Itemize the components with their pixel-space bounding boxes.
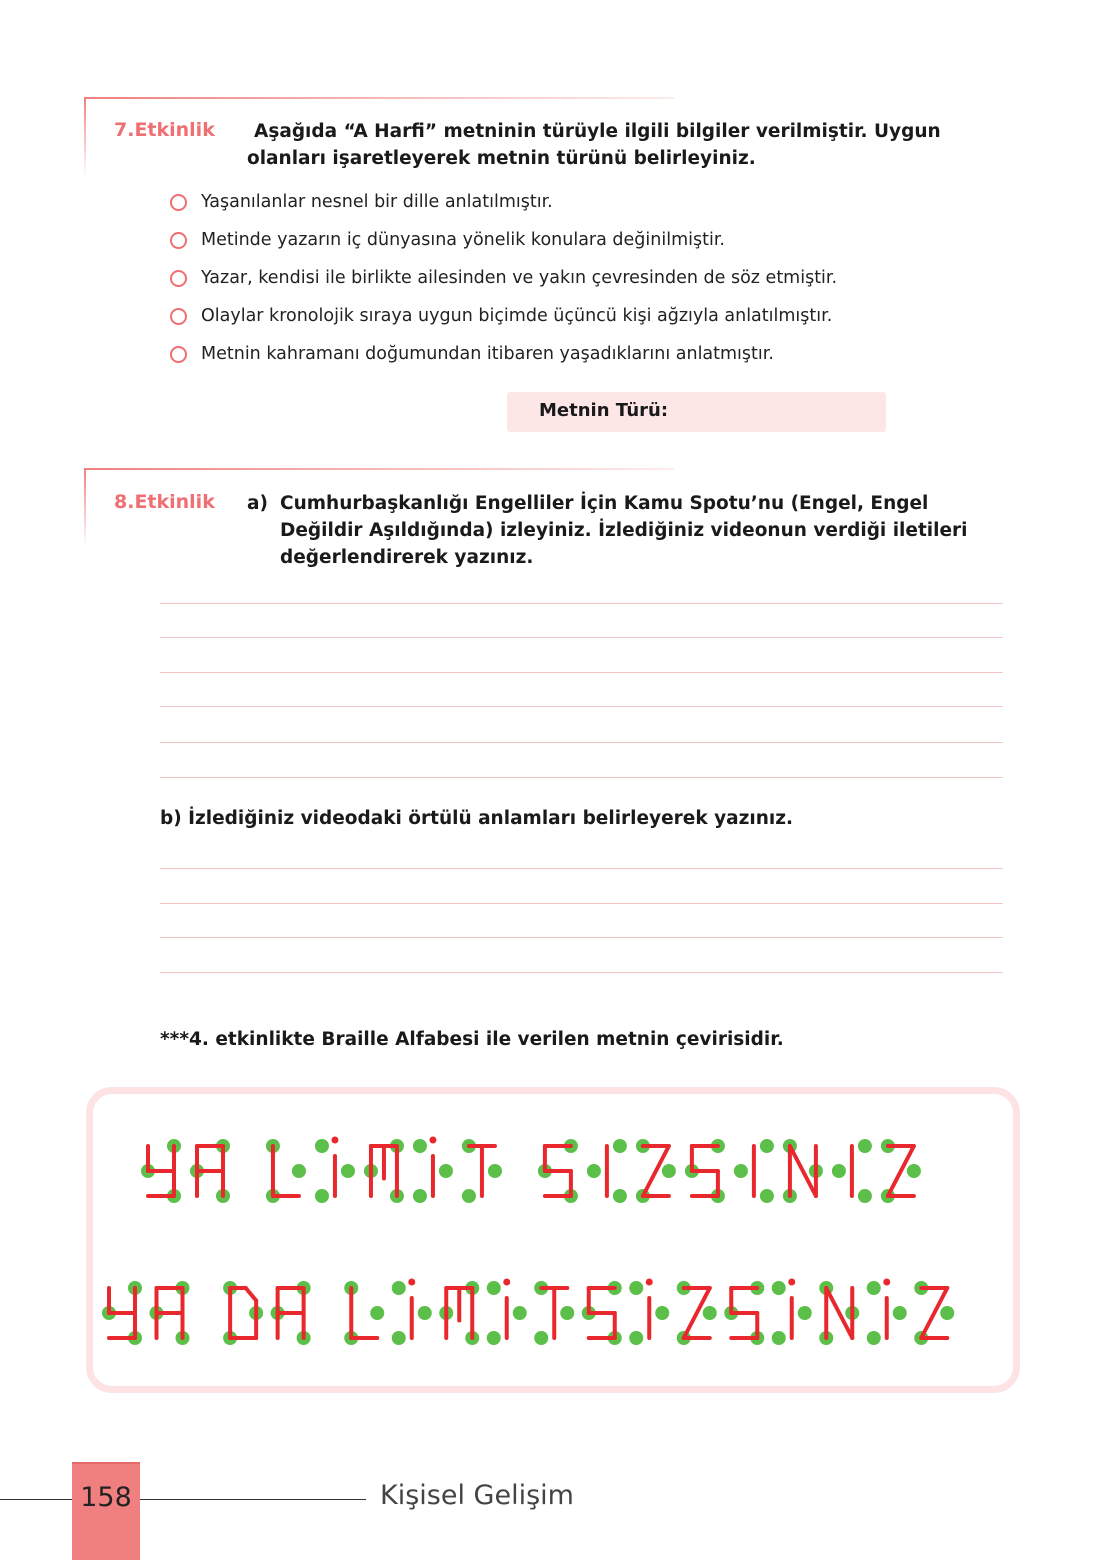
letter-dot <box>429 1137 436 1144</box>
braille-dot <box>613 1189 627 1203</box>
option-text: Yaşanılanlar nesnel bir dille anlatılmıştır. <box>201 192 553 212</box>
braille-dot <box>703 1306 717 1320</box>
braille-dot <box>893 1306 907 1320</box>
answer-field[interactable] <box>507 392 886 432</box>
writing-line[interactable] <box>160 937 1003 938</box>
letter-dot <box>646 1279 653 1286</box>
braille-line-2 <box>102 1279 954 1346</box>
option-text: Olaylar kronolojik sıraya uygun biçimde üçüncü kişi ağzıyla anlatılmıştır. <box>201 306 833 326</box>
writing-line[interactable] <box>160 706 1003 707</box>
braille-dot <box>370 1306 384 1320</box>
option-3[interactable] <box>170 266 837 290</box>
braille-dot <box>760 1139 774 1153</box>
braille-dot <box>487 1281 501 1295</box>
writing-line[interactable] <box>160 603 1003 604</box>
braille-dot <box>907 1164 921 1178</box>
part-a-marker: a) <box>247 493 268 514</box>
letter-dot <box>788 1279 795 1286</box>
page-number-tab <box>72 1462 140 1560</box>
braille-dot <box>315 1189 329 1203</box>
braille-dot <box>392 1281 406 1295</box>
radio-button[interactable] <box>170 270 187 287</box>
braille-note: ***4. etkinlikte Braille Alfabesi ile verilen metnin çevirisidir. <box>160 1029 784 1050</box>
braille-dot <box>413 1139 427 1153</box>
braille-dot <box>772 1331 786 1345</box>
option-5[interactable] <box>170 342 774 366</box>
braille-dot <box>315 1139 329 1153</box>
braille-dot <box>488 1164 502 1178</box>
braille-dot <box>760 1189 774 1203</box>
footer-rule-left <box>0 1499 72 1500</box>
option-2[interactable] <box>170 228 725 252</box>
braille-dot <box>613 1139 627 1153</box>
braille-dot <box>418 1306 432 1320</box>
answer-label: Metnin Türü: <box>539 400 669 421</box>
writing-line[interactable] <box>160 903 1003 904</box>
braille-dot <box>655 1306 669 1320</box>
braille-dot <box>392 1331 406 1345</box>
part-a-line2: Değildir Aşıldığında) izleyiniz. İzlediğiniz videonun verdiği iletileri <box>280 520 968 541</box>
letter-dot <box>503 1279 510 1286</box>
braille-dot <box>858 1189 872 1203</box>
braille-dot <box>341 1164 355 1178</box>
option-4[interactable] <box>170 304 832 328</box>
braille-dot <box>858 1139 872 1153</box>
letter-dot <box>331 1137 338 1144</box>
option-1[interactable] <box>170 190 553 214</box>
braille-dot <box>629 1331 643 1345</box>
braille-line-1 <box>141 1137 921 1204</box>
braille-dot <box>413 1189 427 1203</box>
letter-stroke <box>246 1288 256 1301</box>
writing-line[interactable] <box>160 868 1003 869</box>
braille-dot <box>513 1306 527 1320</box>
activity7-label: 7.Etkinlik <box>114 119 215 141</box>
activity8-label: 8.Etkinlik <box>114 491 215 513</box>
braille-dot <box>560 1306 574 1320</box>
braille-dot <box>587 1164 601 1178</box>
braille-dot <box>439 1164 453 1178</box>
activity7-question-line2: olanları işaretleyerek metnin türünü belirleyiniz. <box>247 148 756 169</box>
footer-rule-right <box>140 1499 366 1500</box>
braille-dot <box>832 1164 846 1178</box>
braille-dot <box>867 1331 881 1345</box>
book-title: Kişisel Gelişim <box>380 1480 574 1511</box>
letter-dot <box>408 1279 415 1286</box>
braille-dot <box>798 1306 812 1320</box>
option-text: Yazar, kendisi ile birlikte ailesinden ve yakın çevresinden de söz etmiştir. <box>201 268 838 288</box>
writing-line[interactable] <box>160 672 1003 673</box>
page-number: 158 <box>80 1482 132 1513</box>
part-a-line1: Cumhurbaşkanlığı Engelliler İçin Kamu Spotu’nu (Engel, Engel <box>280 493 929 514</box>
braille-art <box>93 1094 1013 1386</box>
braille-dot <box>487 1331 501 1345</box>
braille-dot <box>629 1281 643 1295</box>
braille-dot <box>940 1306 954 1320</box>
braille-dot <box>772 1281 786 1295</box>
part-b-question: b) İzlediğiniz videodaki örtülü anlamları belirleyerek yazınız. <box>160 808 794 829</box>
braille-dot <box>292 1164 306 1178</box>
radio-button[interactable] <box>170 232 187 249</box>
radio-button[interactable] <box>170 308 187 325</box>
braille-dot <box>867 1281 881 1295</box>
writing-line[interactable] <box>160 777 1003 778</box>
letter-dot <box>883 1279 890 1286</box>
braille-dot <box>734 1164 748 1178</box>
radio-button[interactable] <box>170 194 187 211</box>
option-text: Metnin kahramanı doğumundan itibaren yaşadıklarını anlatmıştır. <box>201 344 774 364</box>
writing-line[interactable] <box>160 972 1003 973</box>
writing-line[interactable] <box>160 742 1003 743</box>
braille-dot <box>662 1164 676 1178</box>
braille-dot <box>534 1331 548 1345</box>
activity7-question-line1: Aşağıda “A Harfi” metninin türüyle ilgili bilgiler verilmiştir. Uygun <box>254 121 941 142</box>
braille-dot <box>462 1189 476 1203</box>
radio-button[interactable] <box>170 346 187 363</box>
braille-translation-box <box>86 1087 1020 1393</box>
option-text: Metinde yazarın iç dünyasına yönelik konulara değinilmiştir. <box>201 230 725 250</box>
writing-line[interactable] <box>160 637 1003 638</box>
part-a-line3: değerlendirerek yazınız. <box>280 547 534 568</box>
